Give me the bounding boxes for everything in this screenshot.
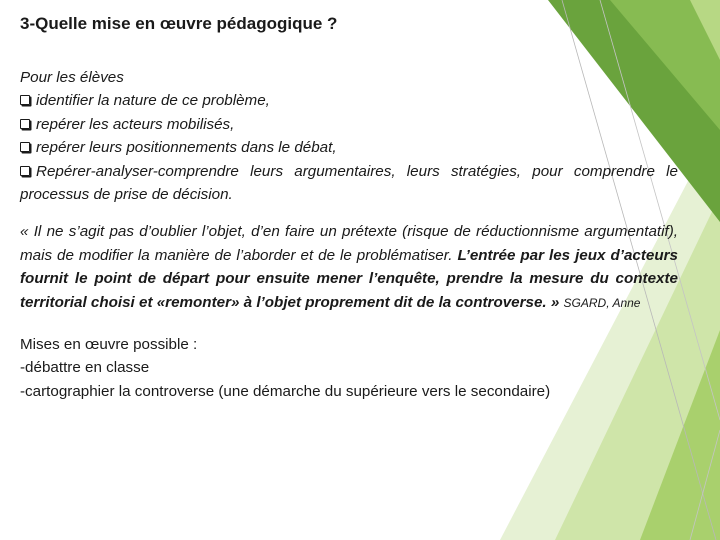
bullet-text: Repérer-analyser-comprendre leurs argumentaires, leurs stratégies, pour comprendre le processus de prise de décision.	[20, 162, 678, 204]
slide-title: 3-Quelle mise en œuvre pédagogique ?	[20, 14, 338, 33]
spacer	[20, 315, 678, 333]
bullet-text: repérer les acteurs mobilisés,	[36, 115, 235, 133]
bullet-item	[20, 89, 678, 112]
intro-text: Pour les élèves	[20, 69, 124, 86]
bullet-text: identifier la nature de ce problème,	[36, 92, 270, 110]
spacer	[20, 206, 678, 220]
bullet-item	[20, 113, 678, 136]
checkbox-bullet-icon	[20, 142, 30, 152]
bullet-text: repérer leurs positionnements dans le débat,	[36, 139, 337, 157]
checkbox-bullet-icon	[20, 166, 30, 176]
bullet-item	[20, 136, 678, 159]
checkbox-bullet-icon	[20, 95, 30, 105]
bullet-item	[20, 160, 678, 207]
mises-item: -débattre en classe	[20, 359, 150, 377]
slide-content	[20, 66, 678, 403]
mises-item: -cartographier la controverse (une démarche du supérieure vers le secondaire)	[20, 382, 551, 400]
quote-block	[20, 220, 678, 315]
quote-part-1: « Il ne s’agit pas d’oublier l’objet, d’en faire un prétexte (risque de réductionnisme argumentatif), mais de modifier la manière de l’aborder et de le problématiser.	[20, 223, 678, 264]
mises-title: Mises en œuvre possible :	[20, 336, 198, 354]
checkbox-bullet-icon	[20, 119, 30, 129]
quote-author: SGARD, Anne	[563, 295, 641, 310]
quote-part-2: L’entrée par les jeux d’acteurs fournit le point de départ pour ensuite mener l’enquête, prendre la mesure du contexte territorial choisi et «remonter» à l’objet proprement dit de la controverse. »	[20, 246, 678, 311]
